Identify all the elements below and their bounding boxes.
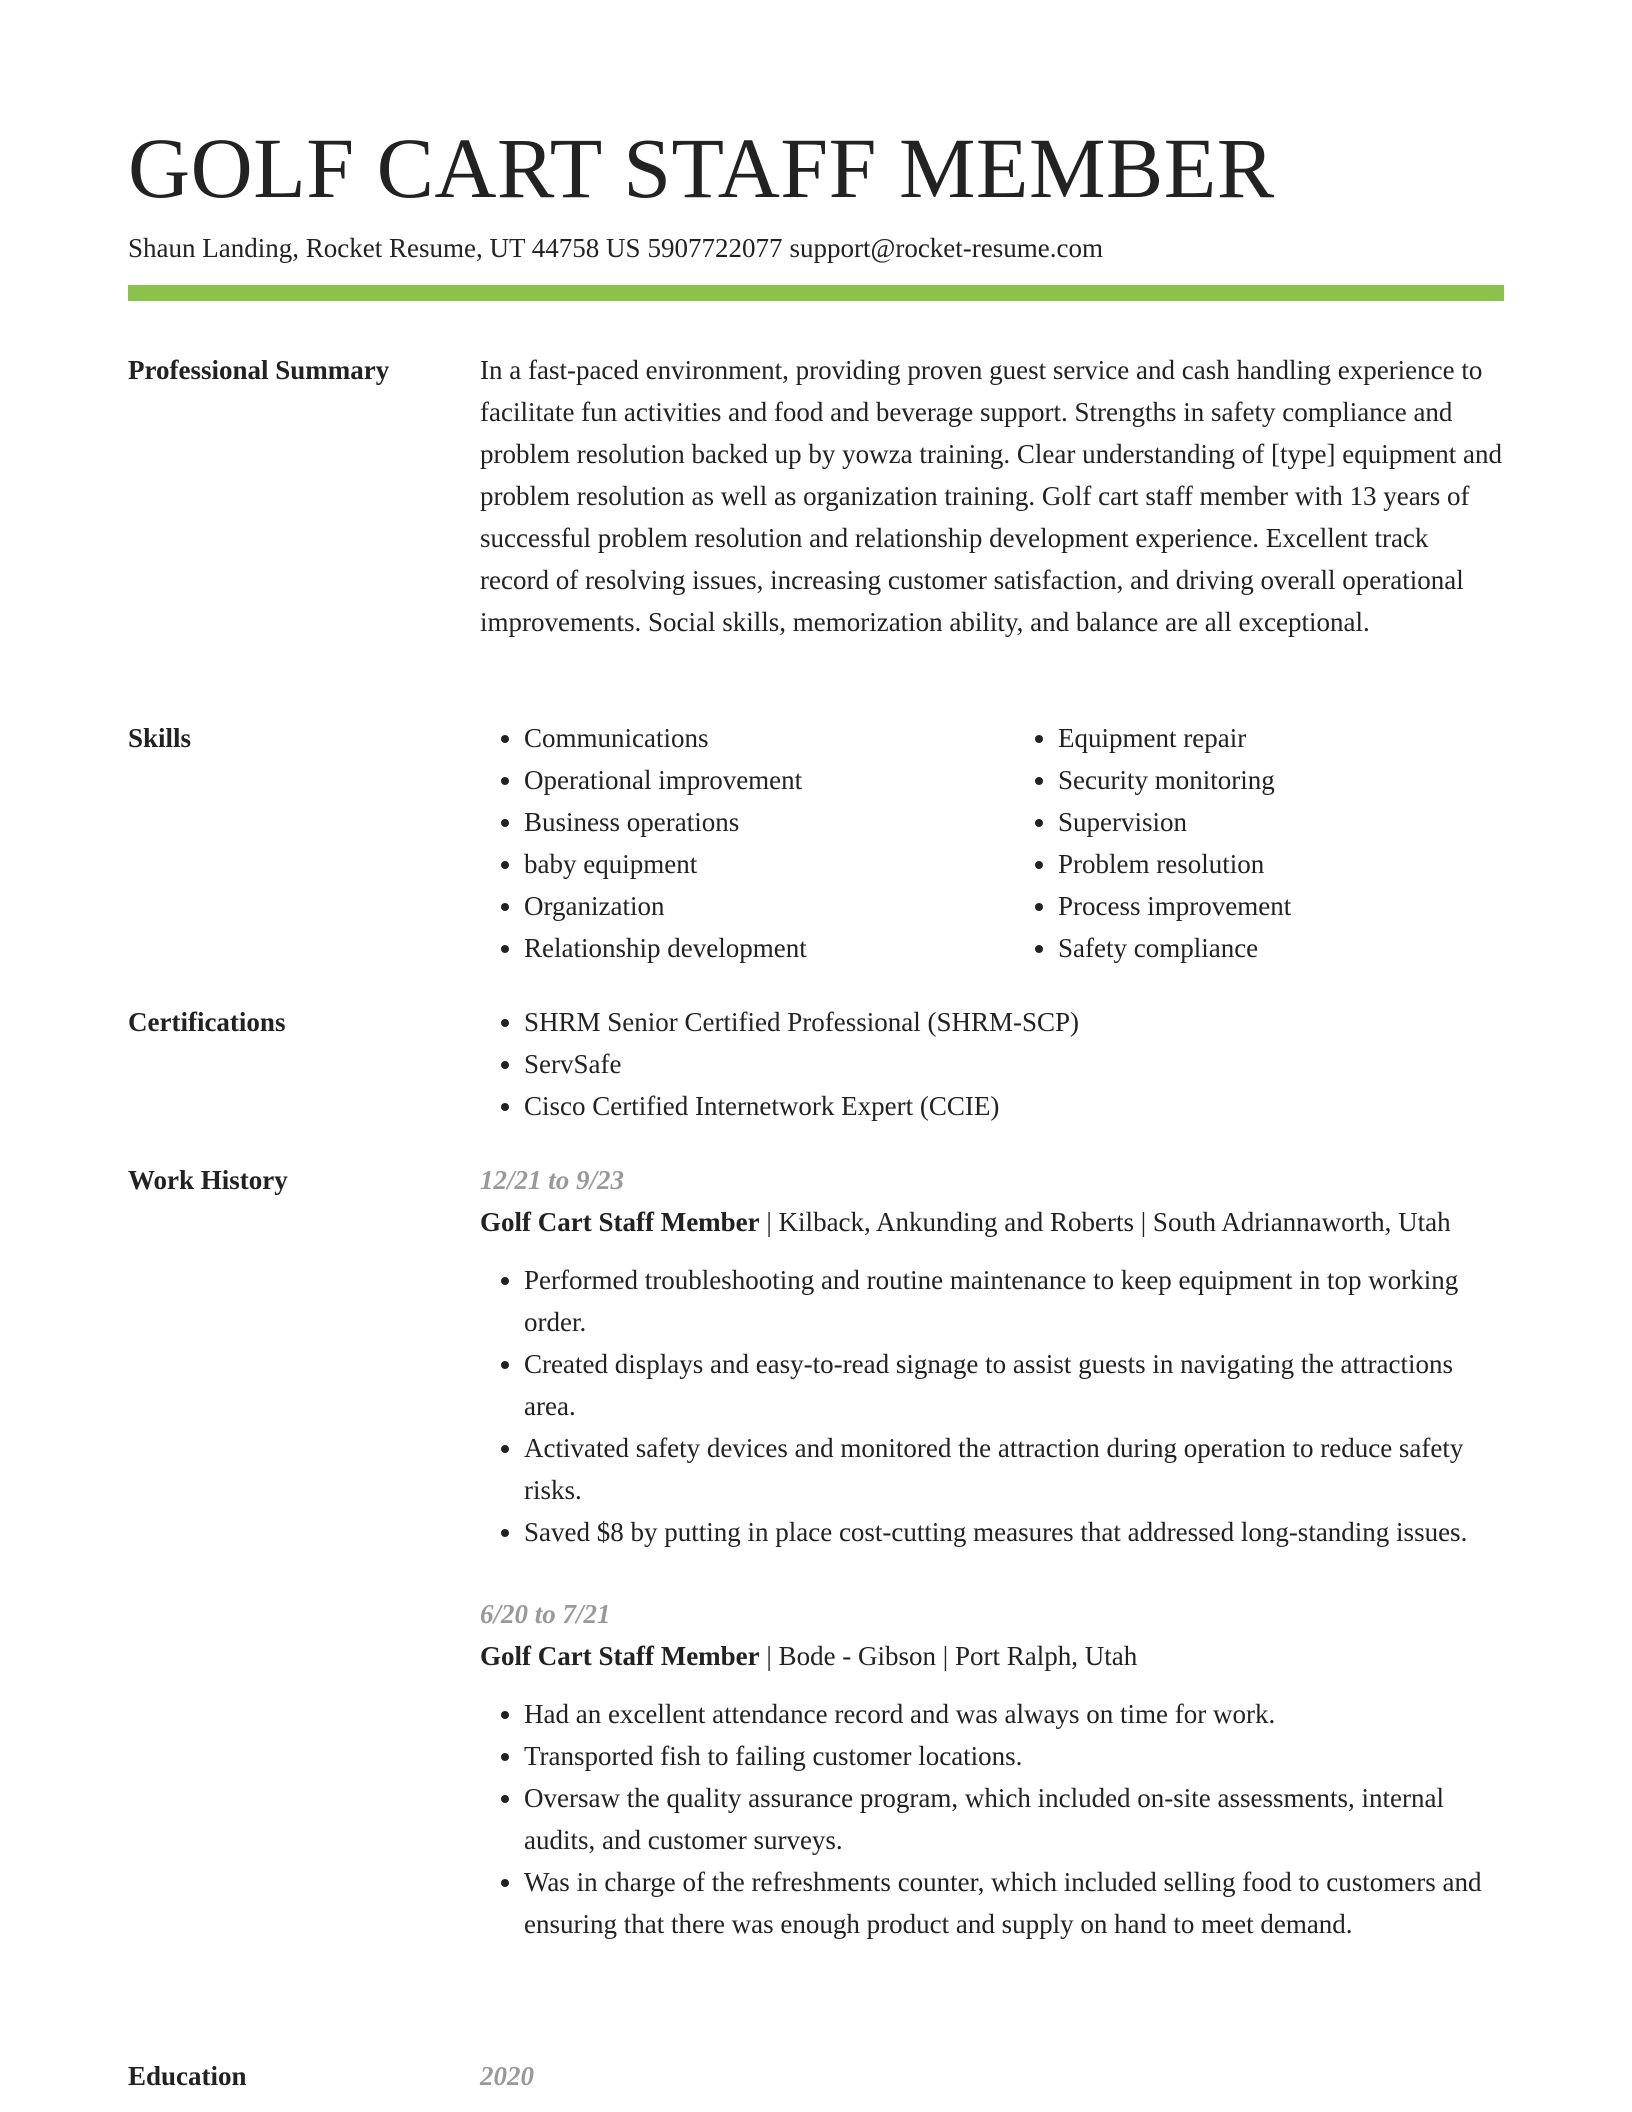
- job-dates: 6/20 to 7/21: [480, 1599, 611, 1629]
- job-role: [480, 1635, 1504, 1677]
- list-item: • Cisco Certified Internetwork Expert (CCIE): [524, 1085, 1504, 1127]
- job-bullets: [480, 1693, 1504, 1945]
- list-item: • Problem resolution: [1058, 843, 1504, 885]
- list-item: • Oversaw the quality assurance program, which included on-site assessments, internal audits, and customer surveys.: [524, 1777, 1504, 1861]
- job-role: [480, 1201, 1504, 1243]
- skills-body: [480, 717, 1504, 969]
- list-item: • Organization: [524, 885, 970, 927]
- skills-list-left: [480, 717, 970, 969]
- job-entry: [480, 1593, 1504, 1945]
- list-item: • Equipment repair: [1058, 717, 1504, 759]
- education-dates: 2020: [480, 2061, 534, 2091]
- work-history-label: Work History: [128, 1165, 288, 1195]
- certifications-list: [480, 1001, 1504, 1127]
- skills-label: Skills: [128, 723, 192, 753]
- summary-label: Professional Summary: [128, 355, 390, 385]
- job-bullets: [480, 1259, 1504, 1553]
- job-dates: 12/21 to 9/23: [480, 1165, 625, 1195]
- certifications-body: [480, 1001, 1504, 1127]
- education-label: Education: [128, 2061, 247, 2091]
- work-history-body: [480, 1159, 1504, 1945]
- summary-text: In a fast-paced environment, providing proven guest service and cash handling experience to facilitate fun activities and food and beverage support. Strengths in safety compliance and problem resolution backed up by yowza training. Clear understanding of [type] equipment and problem resolution as well as organization training. Golf cart staff member with 13 years of successful problem resolution and relationship development experience. Excellent track record of resolving issues, increasing customer satisfaction, and driving overall operational improvements. Social skills, memorization ability, and balance are all exceptional.: [480, 355, 1502, 637]
- list-item: • Created displays and easy-to-read signage to assist guests in navigating the attractions area.: [524, 1343, 1504, 1427]
- job-details: | Kilback, Ankunding and Roberts | South Adriannaworth, Utah: [759, 1207, 1451, 1237]
- job-title: Golf Cart Staff Member: [480, 1641, 760, 1671]
- list-item: • Supervision: [1058, 801, 1504, 843]
- summary-body: [480, 349, 1504, 643]
- list-item: • Business operations: [524, 801, 970, 843]
- list-item: • Communications: [524, 717, 970, 759]
- job-entry: [480, 1159, 1504, 1553]
- contact-line: [128, 230, 1103, 266]
- list-item: • Performed troubleshooting and routine maintenance to keep equipment in top working order.: [524, 1259, 1504, 1343]
- education-body: [480, 2055, 1504, 2097]
- list-item: • SHRM Senior Certified Professional (SHRM-SCP): [524, 1001, 1504, 1043]
- job-title: Golf Cart Staff Member: [480, 1207, 760, 1237]
- list-item: • Process improvement: [1058, 885, 1504, 927]
- list-item: • Relationship development: [524, 927, 970, 969]
- list-item: • Had an excellent attendance record and was always on time for work.: [524, 1693, 1504, 1735]
- job-details: | Bode - Gibson | Port Ralph, Utah: [759, 1641, 1138, 1671]
- list-item: • Was in charge of the refreshments counter, which included selling food to customers and ensuring that there was enough product and supply on hand to meet demand.: [524, 1861, 1504, 1945]
- list-item: • Security monitoring: [1058, 759, 1504, 801]
- header-divider: [128, 285, 1504, 301]
- list-item: • Saved $8 by putting in place cost-cutting measures that addressed long-standing issues.: [524, 1511, 1504, 1553]
- list-item: • Transported fish to failing customer locations.: [524, 1735, 1504, 1777]
- list-item: • Safety compliance: [1058, 927, 1504, 969]
- list-item: • baby equipment: [524, 843, 970, 885]
- list-item: • ServSafe: [524, 1043, 1504, 1085]
- contact-address: Shaun Landing, Rocket Resume, UT 44758 US: [128, 233, 641, 263]
- list-item: • Operational improvement: [524, 759, 970, 801]
- certifications-label: Certifications: [128, 1007, 286, 1037]
- contact-phone: 5907722077: [647, 233, 783, 263]
- list-item: • Activated safety devices and monitored the attraction during operation to reduce safety risks.: [524, 1427, 1504, 1511]
- skills-list-right: [1014, 717, 1504, 969]
- resume-name: GOLF CART STAFF MEMBER: [128, 120, 1275, 216]
- contact-email: support@rocket-resume.com: [789, 233, 1103, 263]
